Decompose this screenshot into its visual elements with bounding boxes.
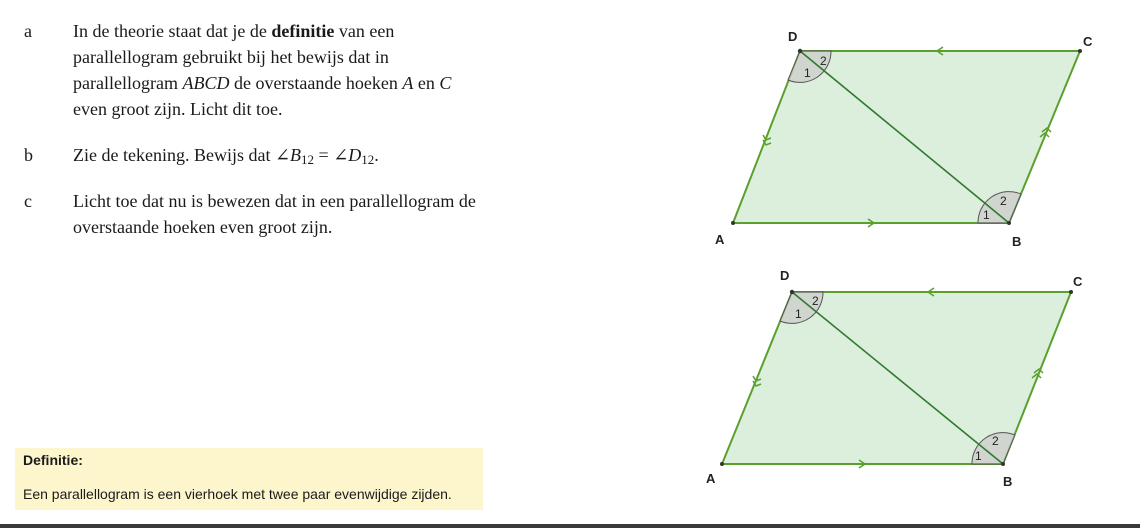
definition-title: Definitie: xyxy=(23,452,83,468)
item-c-line-2: overstaande hoeken even groot zijn. xyxy=(73,217,333,237)
item-a-angle-c: C xyxy=(439,73,452,93)
item-a-abcd: ABCD xyxy=(182,73,230,93)
item-a-angle-a: A xyxy=(402,73,414,93)
point-a-top xyxy=(731,221,735,225)
point-a-bottom xyxy=(720,462,724,466)
vertex-label-b-bottom: B xyxy=(1003,474,1013,489)
definition-text: Een parallellogram is een vierhoek met twee paar evenwijdige zijden. xyxy=(23,486,452,502)
item-a-bold-definitie: definitie xyxy=(271,21,335,41)
point-b-top xyxy=(1007,221,1011,225)
definition-box xyxy=(15,448,483,510)
vertex-label-b-top: B xyxy=(1012,234,1022,249)
item-b-text-pre: Zie de tekening. Bewijs dat xyxy=(73,145,275,165)
point-c-top xyxy=(1078,49,1082,53)
item-b-text xyxy=(73,142,543,168)
item-b-equals: = xyxy=(314,145,334,165)
point-d-bottom xyxy=(790,290,794,294)
vertex-label-c-top: C xyxy=(1083,34,1093,49)
angle-label-d1-bottom: 1 xyxy=(795,307,802,321)
item-a-line-3 xyxy=(73,70,543,96)
angle-label-b1-bottom: 1 xyxy=(975,449,982,463)
item-a-line-1-pre: In de theorie staat dat je de xyxy=(73,21,272,41)
bottom-border xyxy=(0,524,1140,528)
item-a-line-1 xyxy=(73,18,543,44)
item-a-letter: a xyxy=(24,21,32,41)
item-c-line-1: Licht toe dat nu is bewezen dat in een parallellogram de xyxy=(73,191,476,211)
angle-symbol-b: ∠ xyxy=(274,145,291,165)
angle-label-d1-top: 1 xyxy=(804,66,811,80)
item-a-line-2: parallellogram gebruikt bij het bewijs dat in xyxy=(73,47,389,67)
item-c-letter: c xyxy=(24,191,32,211)
item-c-text xyxy=(73,188,593,240)
angle-label-b2-bottom: 2 xyxy=(992,434,999,448)
vertex-label-c-bottom: C xyxy=(1073,274,1083,289)
item-b-period: . xyxy=(374,145,379,165)
item-a-line-3-pre: parallellogram xyxy=(73,73,183,93)
item-a-line-3-en: en xyxy=(413,73,440,93)
item-a-line-1-post: van een xyxy=(334,21,395,41)
vertex-label-a-bottom: A xyxy=(706,471,716,486)
item-a-line-4: even groot zijn. Licht dit toe. xyxy=(73,99,283,119)
angle-symbol-d: ∠ xyxy=(333,145,349,165)
angle-label-d2-top: 2 xyxy=(820,54,827,68)
item-b-var-b: B xyxy=(290,145,302,165)
item-b-var-d: D xyxy=(348,145,362,165)
angle-label-b2-top: 2 xyxy=(1000,194,1007,208)
parallelogram-figure-top xyxy=(700,25,1100,255)
vertex-label-d-bottom: D xyxy=(780,268,790,283)
point-c-bottom xyxy=(1069,290,1073,294)
angle-label-b1-top: 1 xyxy=(983,208,990,222)
item-a-line-3-mid: de overstaande hoeken xyxy=(229,73,403,93)
point-d-top xyxy=(798,49,802,53)
vertex-label-d-top: D xyxy=(788,29,798,44)
item-a-text xyxy=(73,18,543,122)
item-b-letter: b xyxy=(24,145,33,165)
parallelogram-abcd-top xyxy=(733,51,1080,223)
point-b-bottom xyxy=(1001,462,1005,466)
vertex-label-a-top: A xyxy=(715,232,725,247)
item-b-sub-d: 12 xyxy=(361,152,375,167)
item-b-sub-b: 12 xyxy=(301,152,315,167)
parallelogram-figure-bottom xyxy=(690,262,1100,492)
angle-label-d2-bottom: 2 xyxy=(812,294,819,308)
